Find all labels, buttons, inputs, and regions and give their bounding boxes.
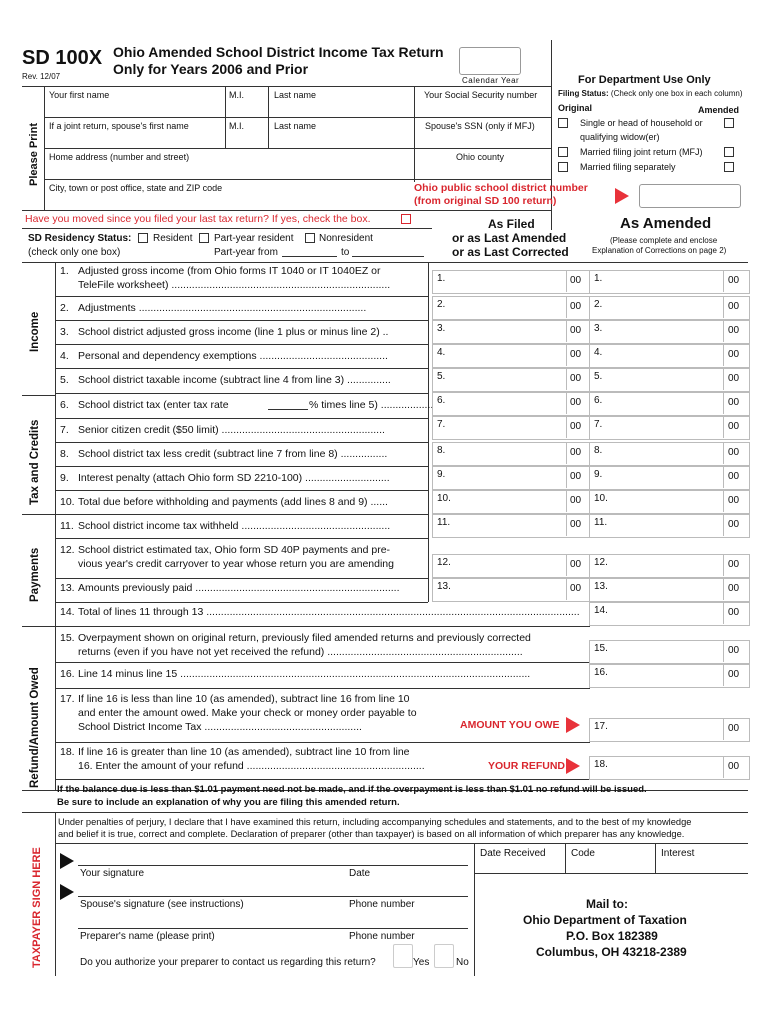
your-signature-field[interactable] xyxy=(78,850,468,864)
cents-divider xyxy=(566,442,567,464)
as-filed-cents: 00 xyxy=(570,349,582,360)
as-amended-amount-field[interactable] xyxy=(589,602,750,626)
filing-amended-label: Amended xyxy=(698,105,740,115)
part-year-label: Part-year resident xyxy=(214,233,294,244)
cents-divider xyxy=(566,554,567,576)
tax-credits-section-label: Tax and Credits xyxy=(29,419,41,505)
mi-label: M.I. xyxy=(229,90,244,100)
cents-divider xyxy=(723,640,724,662)
cents-divider xyxy=(723,756,724,778)
as-amended-cents: 00 xyxy=(728,723,740,734)
line-number: 16. xyxy=(60,668,75,680)
first-name-label: Your first name xyxy=(49,90,110,100)
line-number: 7. xyxy=(60,424,69,436)
as-amended-box-label: 14. xyxy=(594,605,608,616)
as-filed-box-label: 6. xyxy=(437,395,446,406)
as-amended-amount-field[interactable] xyxy=(589,640,750,664)
as-amended-box-label: 17. xyxy=(594,721,608,732)
as-amended-box-label: 3. xyxy=(594,323,603,334)
mail-address-line2: P.O. Box 182389 xyxy=(566,929,658,943)
as-amended-box-label: 16. xyxy=(594,667,608,678)
as-filed-box-label: 7. xyxy=(437,419,446,430)
row-rule xyxy=(55,779,590,780)
as-amended-cents: 00 xyxy=(728,607,740,618)
as-amended-cents: 00 xyxy=(728,471,740,482)
cents-divider xyxy=(723,392,724,414)
as-filed-box-label: 12. xyxy=(437,557,451,568)
amend-single-checkbox[interactable] xyxy=(724,118,734,128)
residency-label: SD Residency Status: xyxy=(28,233,132,244)
cents-divider xyxy=(566,416,567,438)
as-filed-cents: 00 xyxy=(570,519,582,530)
tax-rate-input[interactable] xyxy=(268,397,308,409)
amend-mfj-checkbox[interactable] xyxy=(724,147,734,157)
moved-question: Have you moved since you filed your last tax return? If yes, check the box. xyxy=(25,213,371,225)
line-number: 15. xyxy=(60,632,75,644)
as-filed-cents: 00 xyxy=(570,421,582,432)
form-subtitle: Only for Years 2006 and Prior xyxy=(113,61,309,77)
as-filed-box-label: 11. xyxy=(437,517,451,528)
authorize-no-checkbox[interactable] xyxy=(434,944,454,968)
row-rule xyxy=(55,368,428,369)
sign-here-label: TAXPAYER SIGN HERE xyxy=(31,847,43,968)
as-filed-cents: 00 xyxy=(570,301,582,312)
row-rule xyxy=(55,538,428,539)
county-label: Ohio county xyxy=(456,152,505,162)
line-description: Total of lines 11 through 13 ................................................................................................................................ xyxy=(78,606,580,618)
line-number: 5. xyxy=(60,374,69,386)
as-amended-header: As Amended xyxy=(620,215,712,232)
interest-label: Interest xyxy=(661,848,695,859)
as-amended-amount-field[interactable] xyxy=(589,320,750,344)
perjury-statement: Under penalties of perjury, I declare that I have examined this return, including accompanying schedules and statements, and to the best of my knowledge xyxy=(58,817,692,827)
balance-notice: If the balance due is less than $1.01 payment need not be made, and if the overpayment is less than $1.01 no refund will be issued. xyxy=(57,784,647,795)
as-amended-amount-field[interactable] xyxy=(589,664,750,688)
as-amended-box-label: 4. xyxy=(594,347,603,358)
nonresident-label: Nonresident xyxy=(319,233,373,244)
line-description: If line 16 is greater than line 10 (as amended), subtract line 10 from line xyxy=(78,746,410,758)
as-amended-box-label: 11. xyxy=(594,517,608,528)
line-description: Interest penalty (attach Ohio form SD 2210-100) ............................. xyxy=(78,472,390,484)
line-number: 3. xyxy=(60,326,69,338)
row-rule xyxy=(55,320,428,321)
row-rule xyxy=(55,466,428,467)
address-input[interactable] xyxy=(49,163,413,177)
authorize-yes-label: Yes xyxy=(413,957,430,968)
line-description: Personal and dependency exemptions ............................................ xyxy=(78,350,388,362)
income-section-label: Income xyxy=(29,311,41,352)
cents-divider xyxy=(566,320,567,342)
first-name-input[interactable] xyxy=(49,101,413,115)
cents-divider xyxy=(566,392,567,414)
as-filed-header: As Filed xyxy=(488,217,535,231)
district-number-sublabel: (from original SD 100 return) xyxy=(414,195,557,207)
authorize-question: Do you authorize your preparer to contact us regarding this return? xyxy=(80,957,376,968)
cents-divider xyxy=(723,416,724,438)
line-description: Senior citizen credit ($50 limit) ........................................................ xyxy=(78,424,385,436)
as-amended-amount-field[interactable] xyxy=(589,442,750,466)
cents-divider xyxy=(566,466,567,488)
row-rule xyxy=(55,626,590,627)
as-amended-cents: 00 xyxy=(728,349,740,360)
cents-divider xyxy=(723,344,724,366)
as-amended-amount-field[interactable] xyxy=(589,392,750,416)
callout-arrow-icon xyxy=(566,758,580,774)
cents-divider xyxy=(566,344,567,366)
row-rule xyxy=(55,688,590,689)
preparer-phone-label: Phone number xyxy=(349,931,415,942)
as-amended-amount-field[interactable] xyxy=(589,578,750,602)
row-rule xyxy=(55,578,428,579)
as-amended-box-label: 15. xyxy=(594,643,608,654)
as-amended-cents: 00 xyxy=(728,421,740,432)
district-arrow-icon xyxy=(615,188,629,204)
form-id: SD 100X xyxy=(22,47,103,69)
cents-divider xyxy=(723,664,724,686)
cents-divider xyxy=(566,296,567,318)
cents-divider xyxy=(723,718,724,740)
as-amended-cents: 00 xyxy=(728,519,740,530)
callout-label: AMOUNT YOU OWE xyxy=(460,719,560,731)
as-filed-cents: 00 xyxy=(570,583,582,594)
district-number-label: Ohio public school district number xyxy=(414,182,588,194)
as-amended-amount-field[interactable] xyxy=(589,554,750,578)
line-number: 12. xyxy=(60,544,75,556)
as-amended-box-label: 6. xyxy=(594,395,603,406)
cents-divider xyxy=(723,490,724,512)
mfs-label: Married filing separately xyxy=(580,162,676,172)
line-number: 18. xyxy=(60,746,75,758)
line-number: 4. xyxy=(60,350,69,362)
as-filed-cents: 00 xyxy=(570,559,582,570)
line-description: Adjustments .............................................................................. xyxy=(78,302,367,314)
last-name-label: Last name xyxy=(274,90,317,100)
as-amended-cents: 00 xyxy=(728,275,740,286)
line-description-cont: vious year's credit carryover to year whose return you are amending xyxy=(78,558,394,570)
cents-divider xyxy=(723,602,724,624)
line-number: 2. xyxy=(60,302,69,314)
spouse-signature-field[interactable] xyxy=(78,881,468,895)
cents-divider xyxy=(723,554,724,576)
line-description: School district tax (enter tax rate xyxy=(78,399,229,411)
as-amended-cents: 00 xyxy=(728,325,740,336)
row-rule xyxy=(55,344,428,345)
as-filed-header-3: or as Last Corrected xyxy=(452,245,569,259)
orig-mfs-checkbox[interactable] xyxy=(558,162,568,172)
ssn-input[interactable] xyxy=(418,101,548,115)
as-amended-cents: 00 xyxy=(728,397,740,408)
as-filed-cents: 00 xyxy=(570,325,582,336)
as-amended-amount-field[interactable] xyxy=(589,416,750,440)
part-year-to-label: to xyxy=(341,247,350,258)
as-amended-cents: 00 xyxy=(728,583,740,594)
line-number: 11. xyxy=(60,520,74,532)
mail-to-label: Mail to: xyxy=(586,897,628,911)
as-filed-box-label: 8. xyxy=(437,445,446,456)
district-number-input[interactable] xyxy=(639,184,741,208)
as-amended-box-label: 12. xyxy=(594,557,608,568)
perjury-statement-2: and belief it is true, correct and complete. Declaration of preparer (other than taxpayer) is based on all information of which preparer has any knowledge. xyxy=(58,829,685,839)
mail-address-line3: Columbus, OH 43218-2389 xyxy=(536,945,687,959)
tax-rate-line xyxy=(268,409,308,410)
line-number: 9. xyxy=(60,472,69,484)
line-description: School district taxable income (subtract line 4 from line 3) ............... xyxy=(78,374,391,386)
line-number: 6. xyxy=(60,399,69,411)
as-filed-cents: 00 xyxy=(570,373,582,384)
calendar-year-label: Calendar Year xyxy=(462,76,520,85)
spouse-ssn-label: Spouse's SSN (only if MFJ) xyxy=(425,121,535,131)
line-description-cont: 16. Enter the amount of your refund ............................................................. xyxy=(78,760,425,772)
line-description-cont: School District Income Tax ...................................................... xyxy=(78,721,362,733)
as-amended-amount-field[interactable] xyxy=(589,368,750,392)
line-description-tail: % times line 5) .................. xyxy=(309,399,434,411)
spouse-signature-arrow-icon xyxy=(60,884,74,900)
as-filed-box-label: 5. xyxy=(437,371,446,382)
line-description: Total due before withholding and payments (add lines 8 and 9) ...... xyxy=(78,496,388,508)
date-received-label: Date Received xyxy=(480,848,546,859)
revision: Rev. 12/07 xyxy=(22,72,61,81)
calendar-year-field[interactable] xyxy=(459,47,521,75)
row-rule xyxy=(55,442,428,443)
line-description: School district adjusted gross income (line 1 plus or minus line 2) .. xyxy=(78,326,389,338)
as-amended-cents: 00 xyxy=(728,447,740,458)
as-amended-box-label: 8. xyxy=(594,445,603,456)
orig-mfj-checkbox[interactable] xyxy=(558,147,568,157)
orig-single-checkbox[interactable] xyxy=(558,118,568,128)
as-amended-box-label: 2. xyxy=(594,299,603,310)
cents-divider xyxy=(566,490,567,512)
as-filed-box-label: 10. xyxy=(437,493,451,504)
filing-original-label: Original xyxy=(558,103,593,113)
row-rule xyxy=(55,393,428,394)
as-amended-amount-field[interactable] xyxy=(589,344,750,368)
as-filed-cents: 00 xyxy=(570,471,582,482)
as-amended-note: (Please complete and enclose xyxy=(610,236,718,245)
please-print-label: Please Print xyxy=(28,123,40,186)
line-description: Amounts previously paid ...................................................................... xyxy=(78,582,400,594)
amend-mfs-checkbox[interactable] xyxy=(724,162,734,172)
part-year-from-label: Part-year from xyxy=(214,247,278,258)
line-description-cont: returns (even if you have not yet received the refund) ................................................................... xyxy=(78,646,523,658)
cents-divider xyxy=(566,578,567,600)
as-filed-box-label: 2. xyxy=(437,299,446,310)
code-label: Code xyxy=(571,848,595,859)
callout-label: YOUR REFUND xyxy=(488,760,566,772)
row-rule xyxy=(55,418,428,419)
date-label: Date xyxy=(349,868,371,879)
line-description: Adjusted gross income (from Ohio forms IT 1040 or IT 1040EZ or xyxy=(78,265,381,277)
as-filed-cents: 00 xyxy=(570,397,582,408)
cents-divider xyxy=(723,270,724,292)
spouse-last-name-label: Last name xyxy=(274,121,317,131)
residency-note: (check only one box) xyxy=(28,247,121,258)
as-filed-box-label: 4. xyxy=(437,347,446,358)
single-label: Single or head of household or xyxy=(580,118,703,128)
as-amended-box-label: 13. xyxy=(594,581,608,592)
part-year-checkbox[interactable] xyxy=(199,233,209,243)
city-label: City, town or post office, state and ZIP code xyxy=(49,183,223,193)
cents-divider xyxy=(723,442,724,464)
row-rule xyxy=(55,742,590,743)
line-description: If line 16 is less than line 10 (as amended), subtract line 16 from line 10 xyxy=(78,693,410,705)
line-number: 13. xyxy=(60,582,75,594)
address-label: Home address (number and street) xyxy=(49,152,190,162)
moved-checkbox[interactable] xyxy=(401,214,411,224)
refund-section-label: Refund/Amount Owed xyxy=(29,667,41,788)
form-title: Ohio Amended School District Income Tax Return xyxy=(113,44,444,60)
authorize-no-label: No xyxy=(456,957,469,968)
cents-divider xyxy=(723,368,724,390)
as-amended-amount-field[interactable] xyxy=(589,490,750,514)
spouse-first-name-label: If a joint return, spouse's first name xyxy=(49,121,189,131)
as-amended-amount-field[interactable] xyxy=(589,270,750,294)
authorize-yes-checkbox[interactable] xyxy=(393,944,413,968)
cents-divider xyxy=(566,514,567,536)
cents-divider xyxy=(723,578,724,600)
resident-checkbox[interactable] xyxy=(138,233,148,243)
dept-use-title: For Department Use Only xyxy=(578,74,711,86)
preparer-name-label: Preparer's name (please print) xyxy=(80,931,215,942)
ssn-label: Your Social Security number xyxy=(424,90,538,100)
mfj-label: Married filing joint return (MFJ) xyxy=(580,147,703,157)
as-filed-header-2: or as Last Amended xyxy=(452,231,567,245)
spouse-mi-label: M.I. xyxy=(229,121,244,131)
as-amended-cents: 00 xyxy=(728,559,740,570)
as-amended-cents: 00 xyxy=(728,761,740,772)
line-description-cont: and enter the amount owed. Make your check or money order payable to xyxy=(78,707,417,719)
resident-label: Resident xyxy=(153,233,193,244)
cents-divider xyxy=(723,466,724,488)
row-rule xyxy=(55,602,428,603)
row-rule xyxy=(55,514,428,515)
as-amended-cents: 00 xyxy=(728,495,740,506)
as-amended-amount-field[interactable] xyxy=(589,514,750,538)
as-amended-cents: 00 xyxy=(728,301,740,312)
row-rule xyxy=(55,662,590,663)
as-amended-note-2: Explanation of Corrections on page 2) xyxy=(592,246,727,255)
line-number: 14. xyxy=(60,606,75,618)
cents-divider xyxy=(723,514,724,536)
line-description: School district estimated tax, Ohio form SD 40P payments and pre- xyxy=(78,544,391,556)
as-filed-box-label: 3. xyxy=(437,323,446,334)
as-filed-box-label: 13. xyxy=(437,581,451,592)
as-amended-box-label: 7. xyxy=(594,419,603,430)
spouse-name-input[interactable] xyxy=(49,132,413,146)
callout-arrow-icon xyxy=(566,717,580,733)
phone-number-label: Phone number xyxy=(349,899,415,910)
as-filed-box-label: 1. xyxy=(437,273,446,284)
line-number: 1. xyxy=(60,265,69,277)
as-filed-cents: 00 xyxy=(570,495,582,506)
filing-status-label: Filing Status: (Check only one box in each column) xyxy=(558,89,743,98)
nonresident-checkbox[interactable] xyxy=(305,233,315,243)
line-number: 8. xyxy=(60,448,69,460)
as-amended-amount-field[interactable] xyxy=(589,718,750,742)
line-description-cont: TeleFile worksheet) ........................................................................... xyxy=(78,279,391,291)
as-amended-box-label: 1. xyxy=(594,273,603,284)
as-amended-cents: 00 xyxy=(728,645,740,656)
preparer-name-field[interactable] xyxy=(78,913,468,927)
as-amended-box-label: 9. xyxy=(594,469,603,480)
payments-section-label: Payments xyxy=(29,547,41,602)
line-description: Overpayment shown on original return, previously filed amended returns and previously corrected xyxy=(78,632,531,644)
spouse-signature-label: Spouse's signature (see instructions) xyxy=(80,899,244,910)
line-number: 17. xyxy=(60,693,75,705)
cents-divider xyxy=(566,270,567,292)
signature-arrow-icon xyxy=(60,853,74,869)
line-description: School district tax less credit (subtract line 7 from line 8) ................ xyxy=(78,448,388,460)
as-amended-amount-field[interactable] xyxy=(589,466,750,490)
line-description: School district income tax withheld ................................................... xyxy=(78,520,391,532)
line-number: 10. xyxy=(60,496,75,508)
cents-divider xyxy=(723,296,724,318)
widow-label: qualifying widow(er) xyxy=(580,132,660,142)
your-signature-label: Your signature xyxy=(80,868,145,879)
as-filed-box-label: 9. xyxy=(437,469,446,480)
as-amended-amount-field[interactable] xyxy=(589,756,750,780)
row-rule xyxy=(55,296,428,297)
cents-divider xyxy=(723,320,724,342)
line-description: Line 14 minus line 15 ........................................................................................................................ xyxy=(78,668,531,680)
as-filed-cents: 00 xyxy=(570,447,582,458)
as-amended-box-label: 5. xyxy=(594,371,603,382)
as-amended-box-label: 18. xyxy=(594,759,608,770)
as-amended-amount-field[interactable] xyxy=(589,296,750,320)
explanation-notice: Be sure to include an explanation of why you are filing this amended return. xyxy=(57,797,400,808)
row-rule xyxy=(55,490,428,491)
as-amended-box-label: 10. xyxy=(594,493,608,504)
as-amended-cents: 00 xyxy=(728,373,740,384)
as-amended-cents: 00 xyxy=(728,669,740,680)
mail-address-line1: Ohio Department of Taxation xyxy=(523,913,687,927)
cents-divider xyxy=(566,368,567,390)
as-filed-cents: 00 xyxy=(570,275,582,286)
